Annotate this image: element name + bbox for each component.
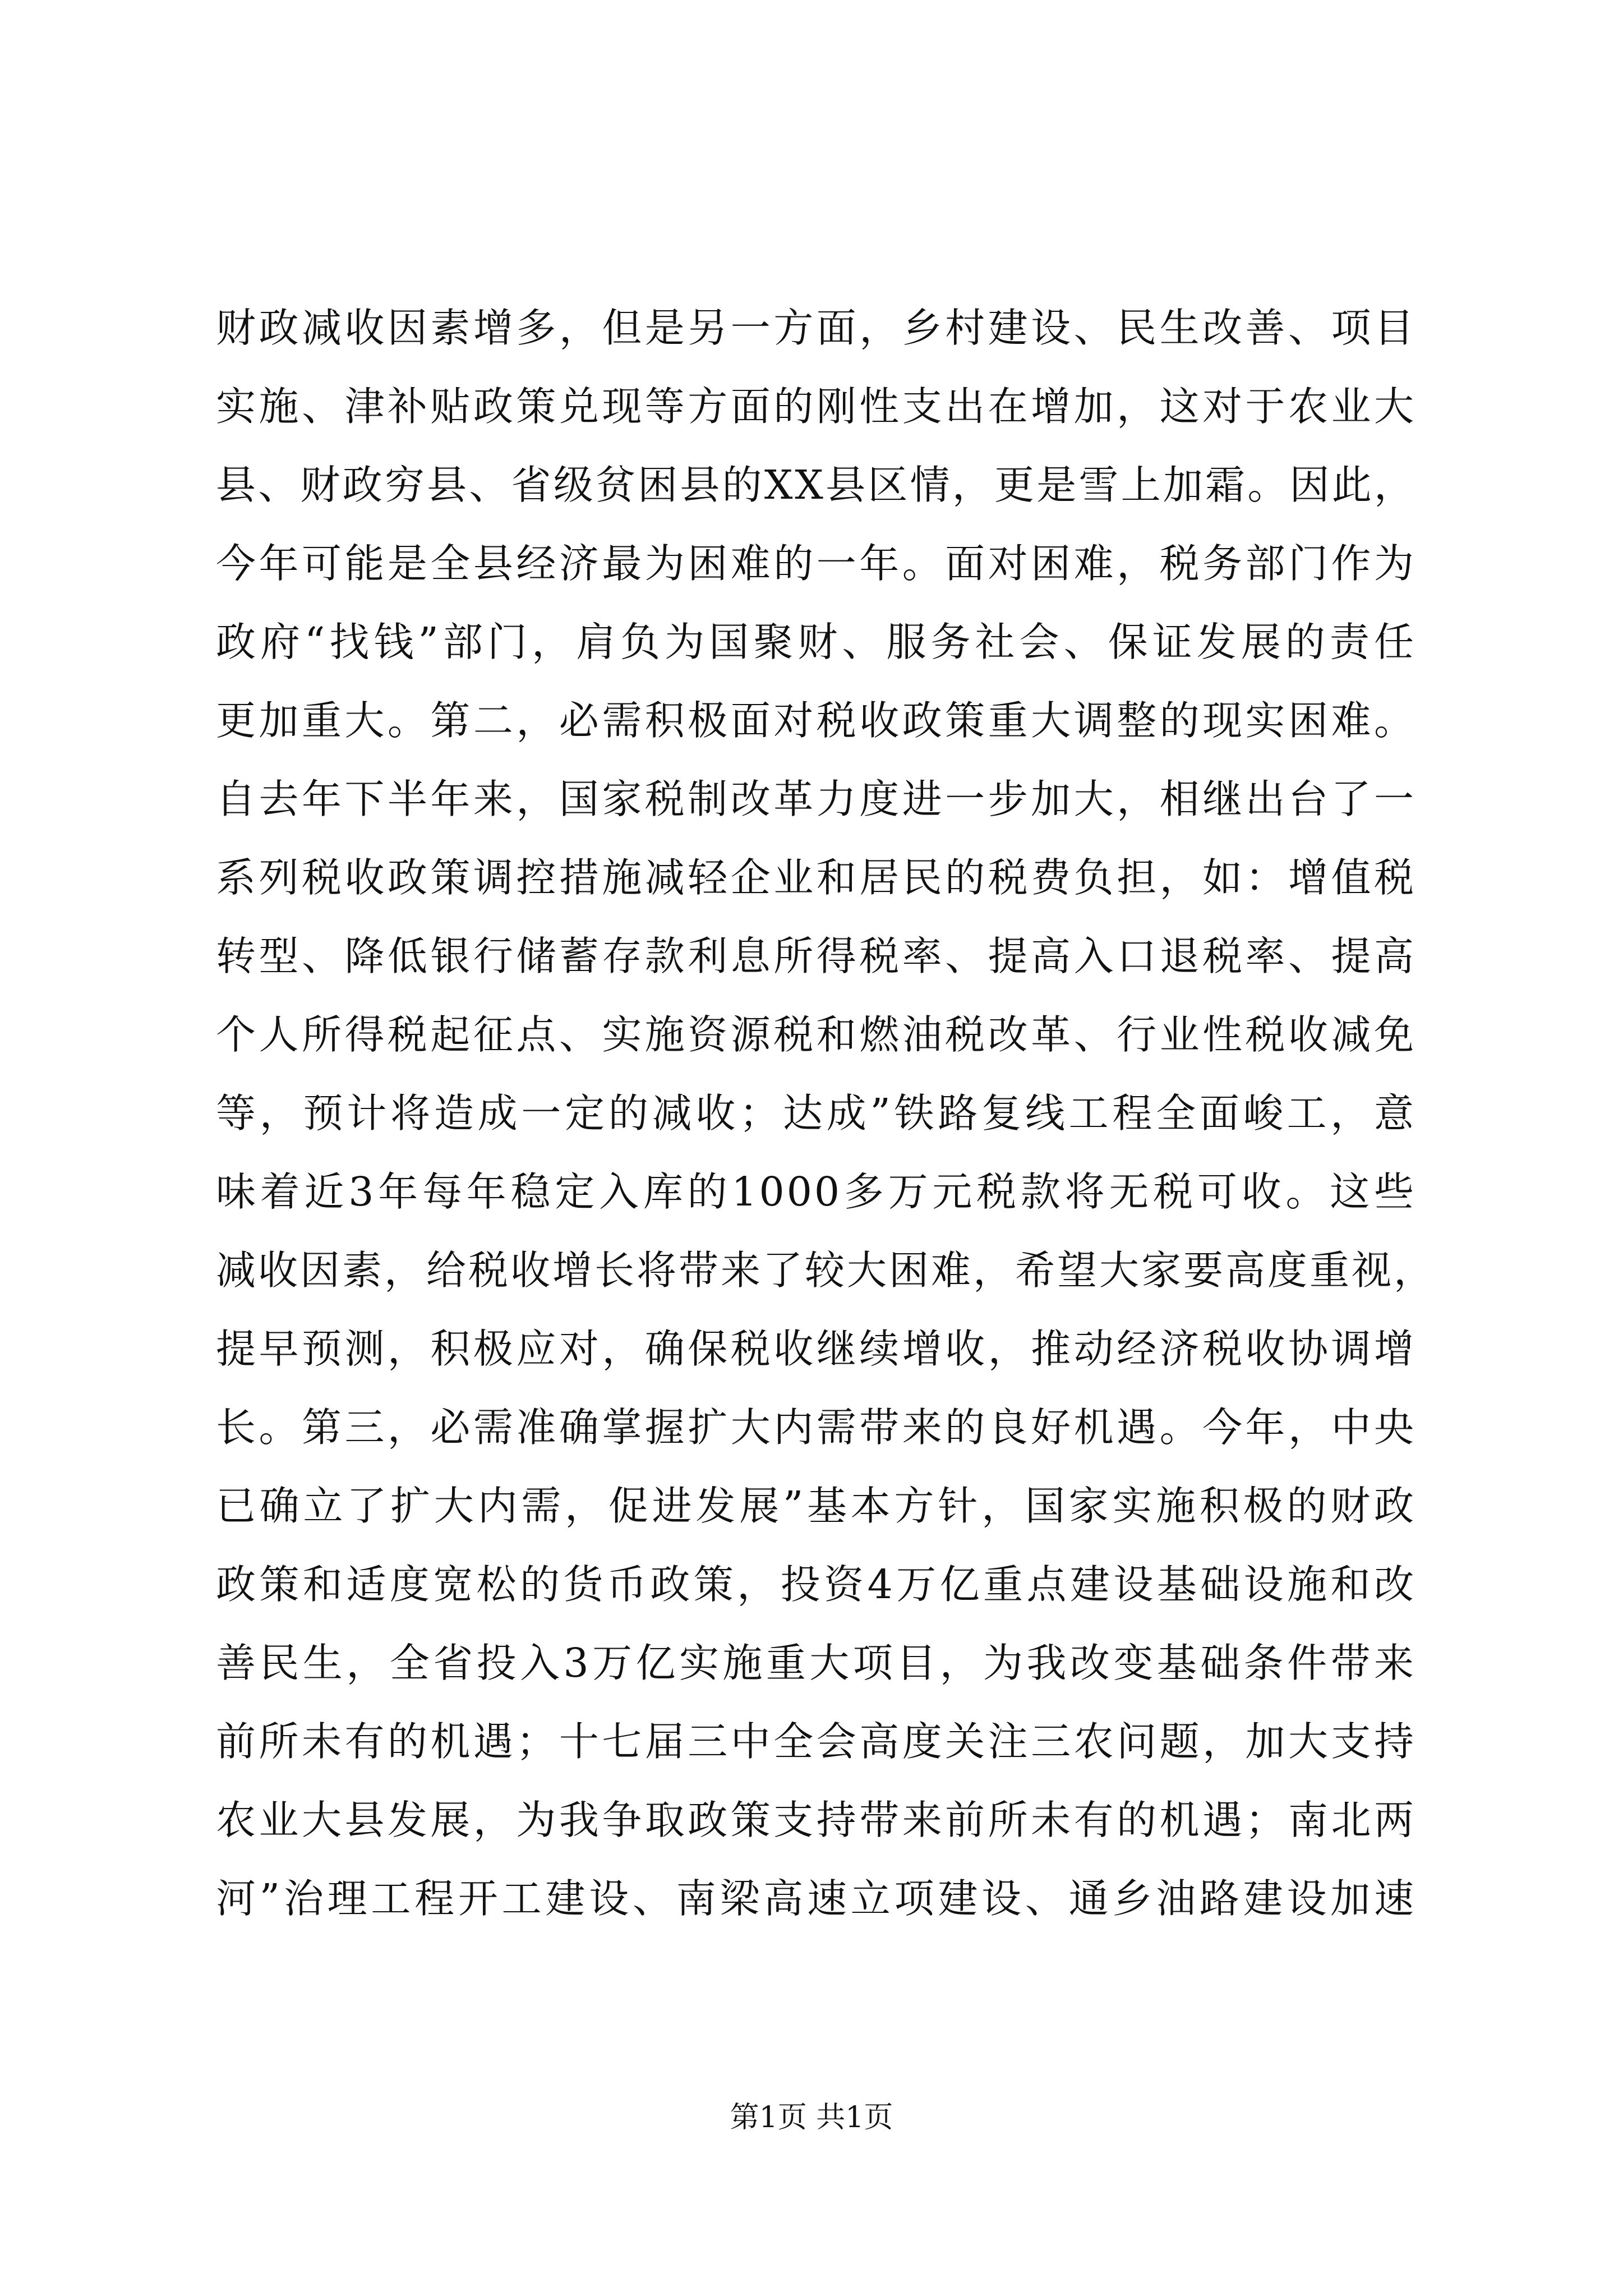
text-line: 农业大县发展，为我争取政策支持带来前所未有的机遇；南北两 — [216, 1797, 1416, 1843]
text-line: 实施、津补贴政策兑现等方面的刚性支出在增加，这对于农业大 — [216, 383, 1416, 430]
text-line: 政策和适度宽松的货币政策，投资4万亿重点建设基础设施和改 — [216, 1561, 1416, 1608]
text-line: 自去年下半年来，国家税制改革力度进一步加大，相继出台了一 — [216, 776, 1416, 822]
text-line: 善民生，全省投入3万亿实施重大项目，为我改变基础条件带来 — [216, 1640, 1416, 1686]
text-line: 长。第三，必需准确掌握扩大内需带来的良好机遇。今年，中央 — [216, 1404, 1416, 1451]
text-line: 等，预计将造成一定的减收；达成”铁路复线工程全面峻工，意 — [216, 1090, 1416, 1137]
text-line: 系列税收政策调控措施减轻企业和居民的税费负担，如：增值税 — [216, 854, 1416, 901]
text-line: 更加重大。第二，必需积极面对税收政策重大调整的现实困难。 — [216, 697, 1416, 744]
text-line: 河”治理工程开工建设、南梁高速立项建设、通乡油路建设加速 — [216, 1875, 1416, 1922]
body-text — [216, 289, 1436, 1938]
text-line: 个人所得税起征点、实施资源税和燃油税改革、行业性税收减免 — [216, 1011, 1416, 1058]
text-line: 政府“找钱”部门，肩负为国聚财、服务社会、保证发展的责任 — [216, 619, 1416, 665]
text-line: 已确立了扩大内需，促进发展”基本方针，国家实施积极的财政 — [216, 1483, 1416, 1529]
text-line: 味着近3年每年稳定入库的1000多万元税款将无税可收。这些 — [216, 1168, 1416, 1215]
text-line: 减收因素，给税收增长将带来了较大困难，希望大家要高度重视， — [216, 1247, 1436, 1294]
text-line: 财政减收因素增多，但是另一方面，乡村建设、民生改善、项目 — [216, 305, 1416, 351]
text-line: 今年可能是全县经济最为困难的一年。面对困难，税务部门作为 — [216, 540, 1416, 587]
text-line: 前所未有的机遇；十七届三中全会高度关注三农问题，加大支持 — [216, 1718, 1416, 1765]
text-line: 转型、降低银行储蓄存款利息所得税率、提高入口退税率、提高 — [216, 933, 1416, 979]
page-number-footer: 第1页 共1页 — [730, 2101, 893, 2134]
text-line: 提早预测，积极应对，确保税收继续增收，推动经济税收协调增 — [216, 1326, 1416, 1372]
text-line: 县、财政穷县、省级贫困县的XX县区情，更是雪上加霜。因此， — [216, 462, 1416, 508]
